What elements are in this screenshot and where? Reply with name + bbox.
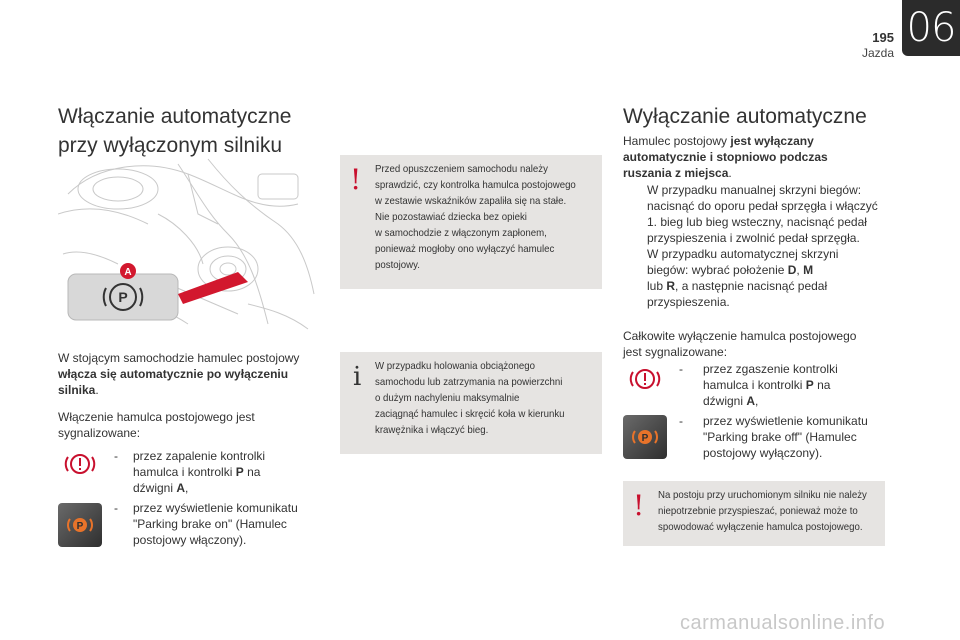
left-item-2-text: przez wyświetlenie komunikatu "Parking brake on" (Hamulec postojowy włączony). (133, 501, 298, 547)
right-intro: Hamulec postojowy jest wyłączany automatycznie i stopniowo podczas ruszania z miejsca. (623, 134, 828, 180)
console-drawing-icon (58, 154, 316, 330)
right-warning-text: Na postoju przy uruchomionym silniku nie należy niepotrzebnie przyspieszać, ponieważ może to spowodować wyłączenie hamulca postojowego. (658, 489, 867, 533)
warning-icon: ! (350, 163, 362, 196)
left-para1: W stojącym samochodzie hamulec postojowy włącza się automatycznie po wyłączeniu silnika. (58, 351, 300, 397)
right-item-1-text: przez zgaszenie kontrolki hamulca i kontrolki P na dźwigni A, (703, 362, 838, 408)
info-icon: i (353, 362, 362, 392)
brake-warning-icon (627, 367, 663, 396)
left-para2: Włączenie hamulca postojowego jest sygnalizowane: (58, 410, 255, 440)
brake-display-icon (58, 503, 102, 547)
svg-text:P: P (76, 521, 84, 532)
info-note-box (340, 352, 602, 454)
brake-display-icon (623, 415, 667, 459)
right-item-1: - (679, 362, 683, 376)
section-title: Jazda (861, 46, 894, 60)
page-number: 195 (872, 30, 894, 45)
left-item-1-text: przez zapalenie kontrolki hamulca i kontrolki P na dźwigni A, (133, 449, 266, 495)
warning-icon: ! (633, 489, 645, 522)
right-item-2-text: przez wyświetlenie komunikatu "Parking brake off" (Hamulec postojowy wyłączony). (703, 414, 868, 460)
left-item-1: - (114, 449, 118, 463)
svg-text:P: P (641, 433, 649, 444)
right-item-2: - (679, 414, 683, 428)
info-text: W przypadku holowania obciążonego samochodu lub zatrzymania na powierzchni o dużym nachyleniu maksymalnie zaciągnąć hamulec i skręcić koła w kierunku krawężnika i włączyć bieg. (375, 360, 565, 436)
illustration-label: A (124, 267, 132, 278)
left-heading-line2: przy wyłączonym silniku (58, 134, 283, 157)
right-bullet-1: W przypadku manualnej skrzyni biegów: nacisnąć do oporu pedał sprzęgła i włączyć 1. bieg lub bieg wsteczny, nacisnąć pedał przyspieszenia i zwolnić pedał sprzęgła. (647, 183, 878, 245)
warning-note-box (340, 155, 602, 289)
left-heading-line1: Włączanie automatyczne (58, 105, 292, 128)
watermark: carmanualsonline.info (680, 612, 886, 634)
right-para2: Całkowite wyłączenie hamulca postojowego jest sygnalizowane: (623, 329, 857, 359)
right-warning-note-box (623, 481, 885, 546)
right-heading: Wyłączanie automatyczne (623, 105, 867, 128)
warning-text: Przed opuszczeniem samochodu należy sprawdzić, czy kontrolka hamulca postojowego w zestawie wskaźników zapaliła się na stałe. Nie pozostawiać dziecka bez opieki w samochodzie z włączonym zapłonem, ponieważ mogłoby ono wyłączyć hamulec postojowy. (375, 163, 576, 271)
parking-brake-illustration (58, 154, 316, 330)
chapter-tab: 06 (902, 0, 960, 56)
left-item-2: - (114, 501, 118, 515)
right-bullet-2: W przypadku automatycznej skrzyni biegów: wybrać położenie D, M lub R, a następnie nacisnąć pedał przyspieszenia. (647, 247, 839, 309)
svg-text:P: P (118, 289, 128, 305)
brake-warning-icon (62, 452, 98, 481)
left-heading (58, 104, 291, 159)
